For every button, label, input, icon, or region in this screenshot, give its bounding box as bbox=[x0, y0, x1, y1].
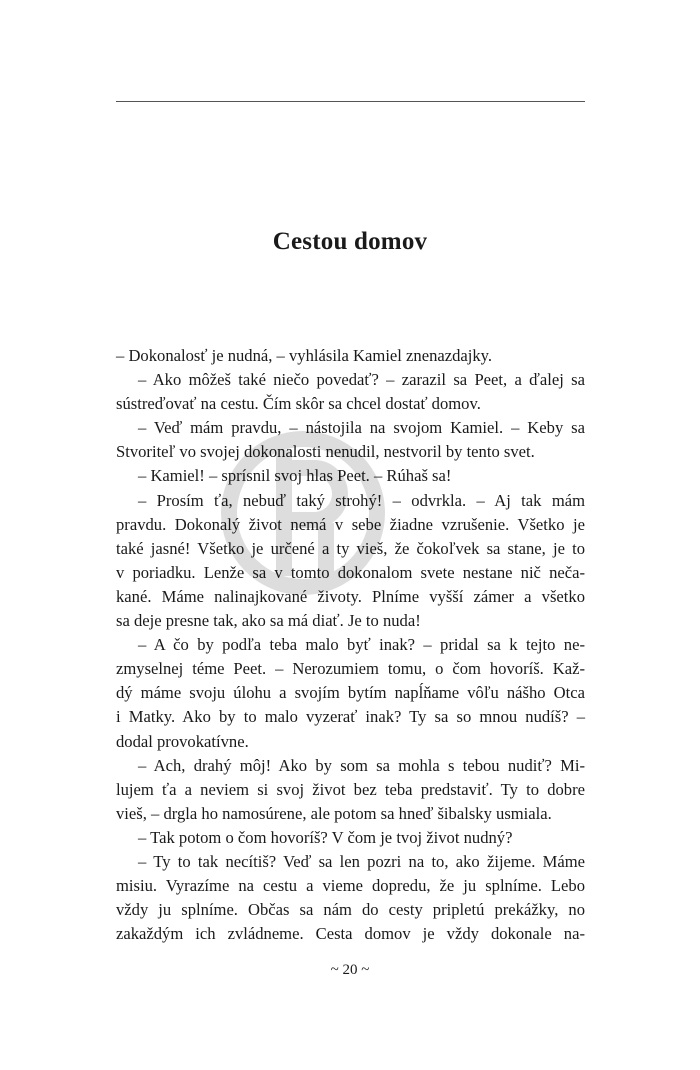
text-line: – Ty to tak necítiš? Veď sa len pozri na to, ako žijeme. Máme bbox=[138, 851, 585, 871]
text-line: – Ako môžeš také niečo povedať? – zarazil sa Peet, a ďalej sa bbox=[138, 370, 585, 390]
text-line: i Matky. Ako by to malo vyzerať inak? Ty sa so mnou nudíš? – bbox=[116, 707, 585, 727]
text-line: sústreďovať na cestu. Čím skôr sa chcel dostať domov. bbox=[116, 394, 481, 414]
text-line: lujem ťa a neviem si svoj život bez teba predstaviť. Ty to dobre bbox=[116, 779, 585, 799]
text-line: – A čo by podľa teba malo byť inak? – pridal sa k tejto ne- bbox=[138, 635, 585, 655]
text-line: dý máme svoju úlohu a svojím bytím napĺňame vôľu nášho Otca bbox=[116, 683, 585, 703]
text-line: pravdu. Dokonalý život nemá v sebe žiadne vzrušenie. Všetko je bbox=[116, 514, 585, 534]
body-text bbox=[116, 344, 585, 946]
page-number: ~ 20 ~ bbox=[330, 962, 370, 978]
text-line: – Ach, drahý môj! Ako by som sa mohla s tebou nudiť? Mi- bbox=[138, 755, 585, 775]
text-line: také jasné! Všetko je určené a ty vieš, že čokoľvek sa stane, je to bbox=[116, 538, 585, 558]
text-line: v poriadku. Lenže sa v tomto dokonalom svete nestane nič neča- bbox=[116, 562, 585, 582]
text-line: Stvoriteľ vo svojej dokonalosti nenudil, nestvoril by tento svet. bbox=[116, 442, 535, 462]
text-line: vždy ju splníme. Občas sa nám do cesty pripletú prekážky, no bbox=[116, 900, 585, 920]
text-line: zakaždým ich zvládneme. Cesta domov je vždy dokonale na- bbox=[116, 924, 585, 944]
text-line: – Veď mám pravdu, – nástojila na svojom Kamiel. – Keby sa bbox=[138, 418, 585, 438]
text-line: dodal provokatívne. bbox=[116, 731, 249, 751]
text-line: – Tak potom o čom hovoríš? V čom je tvoj život nudný? bbox=[138, 827, 513, 847]
text-line: misiu. Vyrazíme na cestu a vieme dopredu, že ju splníme. Lebo bbox=[116, 876, 585, 896]
header-rule bbox=[116, 101, 585, 102]
text-line: vieš, – drgla ho namosúrene, ale potom sa hneď šibalsky usmiala. bbox=[116, 803, 552, 823]
text-line: – Kamiel! – sprísnil svoj hlas Peet. – Rúhaš sa! bbox=[138, 466, 452, 486]
text-line: – Dokonalosť je nudná, – vyhlásila Kamiel znenazdajky. bbox=[116, 346, 493, 365]
text-line: zmyselnej téme Peet. – Nerozumiem tomu, o čom hovoríš. Kaž- bbox=[116, 659, 585, 679]
text-line: – Prosím ťa, nebuď taký strohý! – odvrkla. – Aj tak mám bbox=[138, 490, 585, 510]
text-line: kané. Máme nalinajkované životy. Plníme vyšší zámer a všetko bbox=[116, 586, 585, 606]
chapter-title: Cestou domov bbox=[272, 228, 428, 255]
text-line: sa deje presne tak, ako sa má diať. Je to nuda! bbox=[116, 611, 421, 631]
